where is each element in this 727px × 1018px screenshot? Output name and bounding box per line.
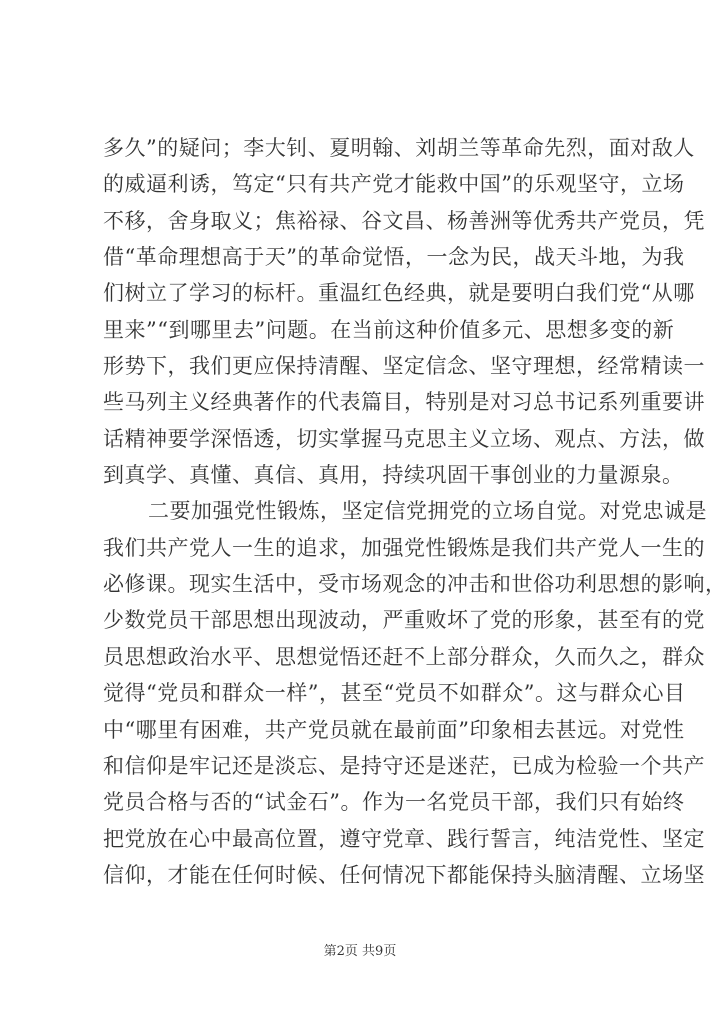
text-line: 到真学、真懂、真信、真用，持续巩固干事创业的力量源泉。 bbox=[103, 463, 684, 488]
text-line: 借“革命理想高于天”的革命觉悟，一念为民，战天斗地，为我 bbox=[103, 245, 685, 270]
text-line: 些马列主义经典著作的代表篇目，特别是对习总书记系列重要讲 bbox=[103, 390, 705, 415]
paragraph-start-line: 二要加强党性锻炼，坚定信党拥党的立场自觉。对党忠诚是 bbox=[148, 499, 707, 524]
text-line: 多久”的疑问；李大钊、夏明翰、刘胡兰等革命先烈，面对敌人 bbox=[103, 136, 695, 160]
text-line: 信仰，才能在任何时候、任何情况下都能保持头脑清醒、立场坚 bbox=[103, 862, 705, 887]
text-line: 党员合格与否的“试金石”。作为一名党员干部，我们只有始终 bbox=[103, 790, 685, 815]
text-line: 觉得“党员和群众一样”，甚至“党员不如群众”。这与群众心目 bbox=[103, 681, 686, 706]
text-line: 中“哪里有困难，共产党员就在最前面”印象相去甚远。对党性 bbox=[103, 717, 685, 742]
text-line: 我们共产党人一生的追求，加强党性锻炼是我们共产党人一生的 bbox=[103, 535, 705, 560]
text-line: 员思想政治水平、思想觉悟还赶不上部分群众，久而久之，群众 bbox=[103, 644, 705, 669]
text-line: 里来”“到哪里去”问题。在当前这种价值多元、思想多变的新 bbox=[103, 317, 675, 342]
text-line: 话精神要学深悟透，切实掌握马克思主义立场、观点、方法，做 bbox=[103, 426, 705, 451]
text-line: 形势下，我们更应保持清醒、坚定信念、坚守理想，经常精读一 bbox=[103, 354, 705, 379]
text-line: 不移，舍身取义；焦裕禄、谷文昌、杨善洲等优秀共产党员，凭 bbox=[103, 208, 705, 233]
text-line: 的威逼利诱，笃定“只有共产党才能救中国”的乐观坚守，立场 bbox=[103, 172, 685, 197]
text-line: 们树立了学习的标杆。重温红色经典，就是要明白我们党“从哪 bbox=[103, 281, 695, 306]
text-line: 和信仰是牢记还是淡忘、是持守还是迷茫，已成为检验一个共产 bbox=[103, 753, 705, 778]
page-number-footer: 第2页 共9页 bbox=[323, 944, 397, 959]
text-line: 必修课。现实生活中，受市场观念的冲击和世俗功利思想的影响， bbox=[103, 572, 727, 597]
text-line: 把党放在心中最高位置，遵守党章、践行誓言，纯洁党性、坚定 bbox=[103, 826, 705, 851]
body-text bbox=[103, 130, 727, 893]
text-line: 少数党员干部思想出现波动，严重败坏了党的形象，甚至有的党 bbox=[103, 608, 705, 633]
